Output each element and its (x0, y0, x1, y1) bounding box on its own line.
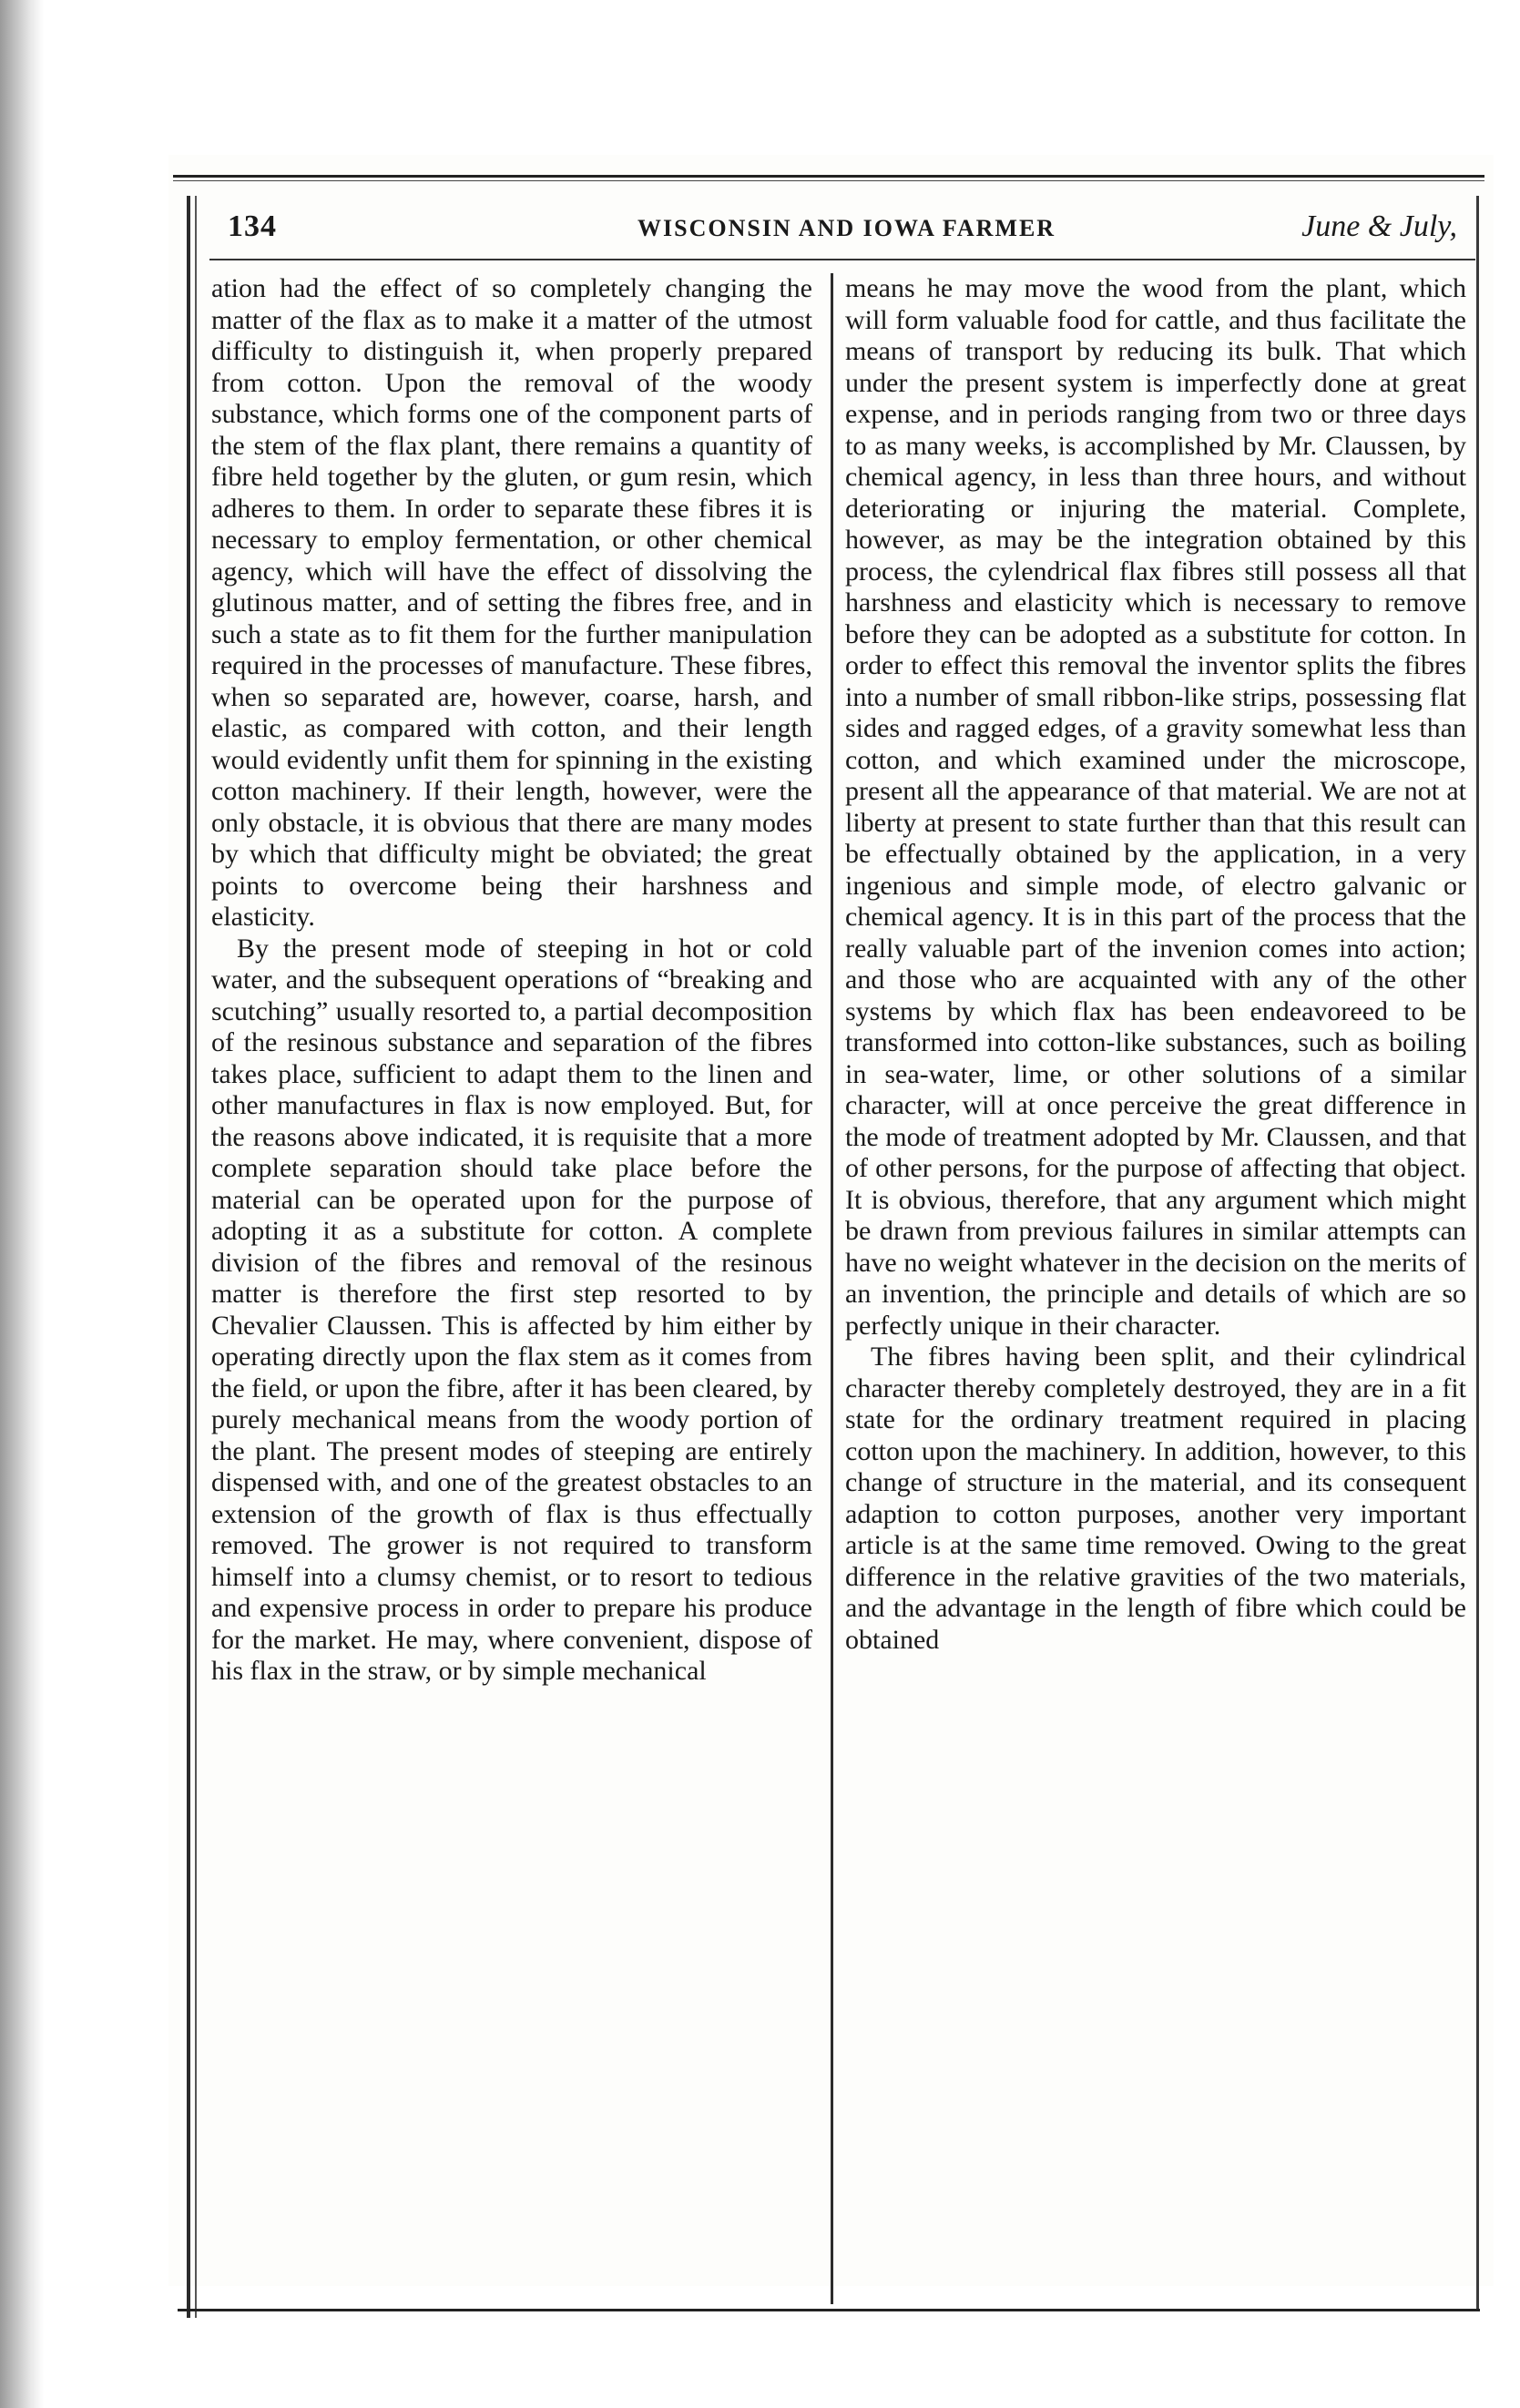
left-border-rule (187, 196, 190, 2318)
right-paragraph-1: means he may move the wood from the plant, which will form valuable food for cattle, and thus facilitate the means of transport by reducing its bulk. That which under the present system is imperfectly done at great expense, and in periods ranging from two or three days to as many weeks, is accomplished by Mr. Claussen, by chemical agency, in less than three hours, and without deteriorating or injuring the material. Complete, however, as may be the integration obtained by this process, the cylendrical flax fibres still possess all that harshness and elasticity which is necessary to remove before they can be adopted as a substitute for cotton. In order to effect this removal the inventor splits the fibres into a number of small ribbon-like strips, possessing flat sides and ragged edges, of a gravity somewhat less than cotton, and which examined under the microscope, present all the appearance of that material. We are not at liberty at present to state further than that this result can be effectually obtained by the application, in a very ingenious and simple mode, of electro galvanic or chemical agency. It is in this part of the process that the really valuable part of the invenion comes into action; and those who are acquainted with any of the other systems by which flax has been endeavoreed to be transformed into cotton-like substances, such as boiling in sea-water, lime, or other solutions of a similar character, will at once perceive the great difference in the mode of treatment adopted by Mr. Claussen, and that of other persons, for the purpose of affecting that object. It is obvious, therefore, that any argument which might be drawn from previous failures in similar attempts can have no weight whatever in the decision on the merits of an invention, the principle and details of which are so perfectly unique in their character. (845, 273, 1466, 1341)
scan-edge-shadow (0, 0, 44, 2408)
bottom-rule (178, 2309, 1480, 2311)
top-rule (173, 175, 1484, 181)
column-divider (831, 273, 833, 2304)
right-column (845, 273, 1466, 2304)
page-number: 134 (228, 209, 277, 243)
right-border-rule (1476, 196, 1479, 2309)
journal-title: WISCONSIN AND IOWA FARMER (638, 215, 1056, 241)
left-paragraph-1: ation had the effect of so completely changing the matter of the flax as to make it a matter of the utmost difficulty to distinguish it, when properly prepared from cotton. Upon the removal of the woody substance, which forms one of the component parts of the stem of the flax plant, there remains a quantity of fibre held together by the gluten, or gum resin, which adheres to them. In order to separate these fibres it is necessary to employ fermentation, or other chemical agency, which will have the effect of dissolving the glutinous matter, and of setting the fibres free, and in such a state as to fit them for the further manipulation required in the processes of manufacture. These fibres, when so separated are, however, coarse, harsh, and elastic, as compared with cotton, and their length would evidently unfit them for spinning in the existing cotton machinery. If their length, however, were the only obstacle, it is obvious that there are many modes by which that difficulty might be obviated; the great points to overcome being their harshness and elasticity. (211, 273, 812, 932)
right-paragraph-2: The fibres having been split, and their cylindrical character thereby completely destroyed, they are in a fit state for the ordinary treatment required in placing cotton upon the machinery. In addition, however, to this change of structure in the material, and its consequent adaption to cotton purposes, another very important article is at the same time removed. Owing to the great difference in the relative gravities of the two materials, and the advantage in the length of fibre which could be obtained (845, 1342, 1466, 1655)
header-rule (209, 259, 1475, 260)
left-paragraph-2: By the present mode of steeping in hot or cold water, and the subsequent operations of “breaking and scutching” usually resorted to, a partial decomposition of the resinous substance and separation of the fibres takes place, sufficient to adapt them to the linen and other manufactures in flax is now employed. But, for the reasons above indicated, it is requisite that a more complete separation should take place before the material can be operated upon for the purpose of adopting it as a substitute for cotton. A complete division of the fibres and removal of the resinous matter is therefore the first step resorted to by Chevalier Claussen. This is affected by him either by operating directly upon the flax stem as it comes from the field, or upon the fibre, after it has been cleared, by purely mechanical means from the woody portion of the plant. The present modes of steeping are entirely dispensed with, and one of the greatest obstacles to an extension of the growth of flax is thus effectually removed. The grower is not required to transform himself into a clumsy chemist, or to resort to tedious and expensive process in order to prepare his produce for the market. He may, where convenient, dispose of his flax in the straw, or by simple mechanical (211, 933, 812, 1686)
running-header (209, 202, 1475, 255)
left-border-rule-inner (195, 196, 197, 2318)
left-column (211, 273, 812, 2304)
issue-date: June & July, (1301, 209, 1457, 243)
